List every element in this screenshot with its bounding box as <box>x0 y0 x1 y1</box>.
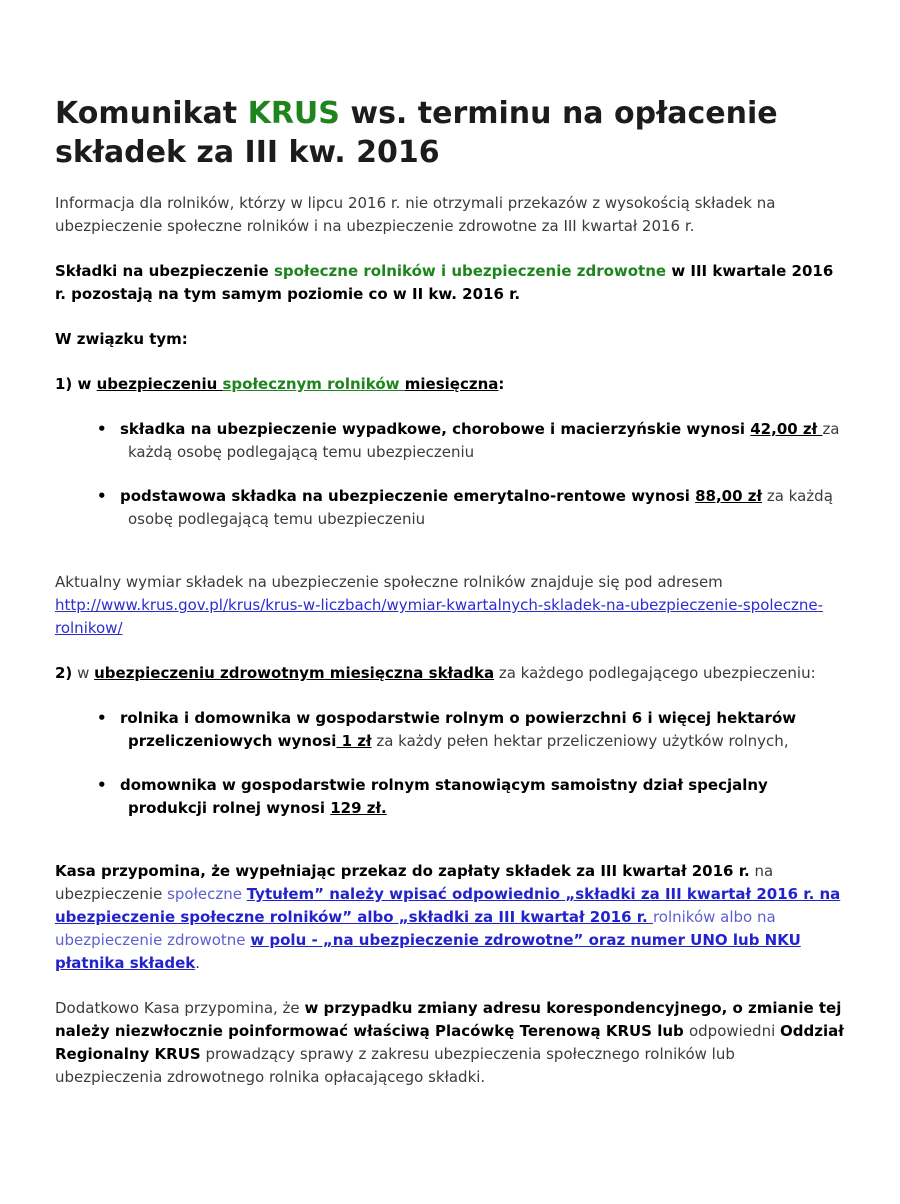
section-1-underlined-2: miesięczna <box>404 375 499 393</box>
section-2-heading <box>55 662 845 685</box>
address-change-plain-3: prowadzący sprawy z zakresu ubezpieczenia społecznego rolników lub ubezpieczenia zdrowotnego rolnika opłacającego składki. <box>55 1045 735 1086</box>
contribution-description: składka na ubezpieczenie wypadkowe, chorobowe i macierzyńskie wynosi <box>120 420 751 438</box>
reminder-period: . <box>195 954 200 972</box>
section-1-heading <box>55 373 845 396</box>
payment-reminder-paragraph <box>55 860 845 975</box>
section-2-number: 2) <box>55 664 73 682</box>
w-zwiazku-heading: W związku tym: <box>55 330 188 348</box>
payment-title-link-1[interactable]: Tytułem” należy wpisać odpowiednio „składki za III kwartał 2016 r. na ubezpieczenie społeczne rolników” albo „składki za III kwartał 2016 r. <box>55 885 841 926</box>
page-title <box>55 94 845 172</box>
lead-paragraph <box>55 260 845 306</box>
section-1-colon: : <box>498 375 505 393</box>
intro-paragraph: Informacja dla rolników, którzy w lipcu 2016 r. nie otrzymali przekazów z wysokością składek na ubezpieczenie społeczne rolników i na ubezpieczenie zdrowotne za III kwartał 2016 r. <box>55 194 776 235</box>
health-insurance-list <box>55 707 845 820</box>
title-pre: Komunikat <box>55 96 248 131</box>
contribution-amount: 1 zł <box>336 732 372 750</box>
contribution-amount: 88,00 zł <box>695 487 763 505</box>
contribution-amount: 42,00 zł <box>750 420 823 438</box>
rates-address-paragraph <box>55 571 845 640</box>
contribution-description: podstawowa składka na ubezpieczenie emerytalno-rentowe wynosi <box>120 487 696 505</box>
lead-green-text: społeczne rolników i ubezpieczenie zdrowotne <box>273 262 667 280</box>
contribution-note: za każdy pełen hektar przeliczeniowy użytków rolnych, <box>371 732 789 750</box>
section-1-prefix: 1) w <box>55 375 97 393</box>
contribution-note: za każdą osobę podlegającą temu ubezpieczeniu <box>128 420 840 461</box>
reminder-bold-intro: Kasa przypomina, że wypełniając przekaz do zapłaty składek za III kwartał 2016 r. <box>55 862 750 880</box>
address-change-plain-1: Dodatkowo Kasa przypomina, że <box>55 999 305 1017</box>
section-2-rest: za każdego podlegającego ubezpieczeniu: <box>494 664 816 682</box>
contribution-note: za każdą osobę podlegającą temu ubezpieczeniu <box>128 487 833 528</box>
address-change-bold-1: w przypadku zmiany adresu korespondencyjnego, o zmianie tej należy niezwłocznie poinformować właściwą Placówkę Terenową KRUS lub <box>55 999 842 1040</box>
title-brand-krus: KRUS <box>247 96 340 131</box>
contribution-description: rolnika i domownika w gospodarstwie rolnym o powierzchni 6 i więcej hektarów przeliczeniowych wynosi <box>120 709 797 750</box>
list-item <box>97 418 845 464</box>
list-item <box>97 707 845 753</box>
list-item <box>97 485 845 531</box>
title-post: ws. terminu na opłacenie składek za III kw. 2016 <box>55 96 778 170</box>
social-insurance-list <box>55 418 845 531</box>
list-item <box>97 774 845 820</box>
section-2-underlined: ubezpieczeniu zdrowotnym miesięczna składka <box>94 664 495 682</box>
contribution-description: domownika w gospodarstwie rolnym stanowiącym samoistny dział specjalny produkcji rolnej wynosi <box>120 776 768 817</box>
rates-address-text: Aktualny wymiar składek na ubezpieczenie społeczne rolników znajduje się pod adresem <box>55 573 723 591</box>
contribution-amount: 129 zł. <box>330 799 387 817</box>
reminder-plain-text: na ubezpieczenie <box>55 862 774 903</box>
address-change-plain-2: odpowiedni <box>688 1022 781 1040</box>
krus-rates-link[interactable]: http://www.krus.gov.pl/krus/krus-w-liczbach/wymiar-kwartalnych-skladek-na-ubezpieczenie-spoleczne-rolnikow/ <box>55 596 824 637</box>
reminder-lightblue-1: społeczne <box>167 885 247 903</box>
payment-title-link-2[interactable]: w polu - „na ubezpieczenie zdrowotne” oraz numer UNO lub NKU płatnika składek <box>55 931 801 972</box>
section-2-mid: w <box>72 664 95 682</box>
address-change-paragraph <box>55 997 845 1089</box>
section-1-underlined-1: ubezpieczeniu <box>96 375 223 393</box>
lead-part2: w III kwartale 2016 r. pozostają na tym samym poziomie co w II kw. 2016 r. <box>55 262 834 303</box>
reminder-lightblue-2: rolników albo na ubezpieczenie zdrowotne <box>55 908 776 949</box>
lead-part1: Składki na ubezpieczenie <box>55 262 274 280</box>
section-1-underlined-green: społecznym rolników <box>222 375 405 393</box>
address-change-bold-2: Oddział Regionalny KRUS <box>55 1022 844 1063</box>
